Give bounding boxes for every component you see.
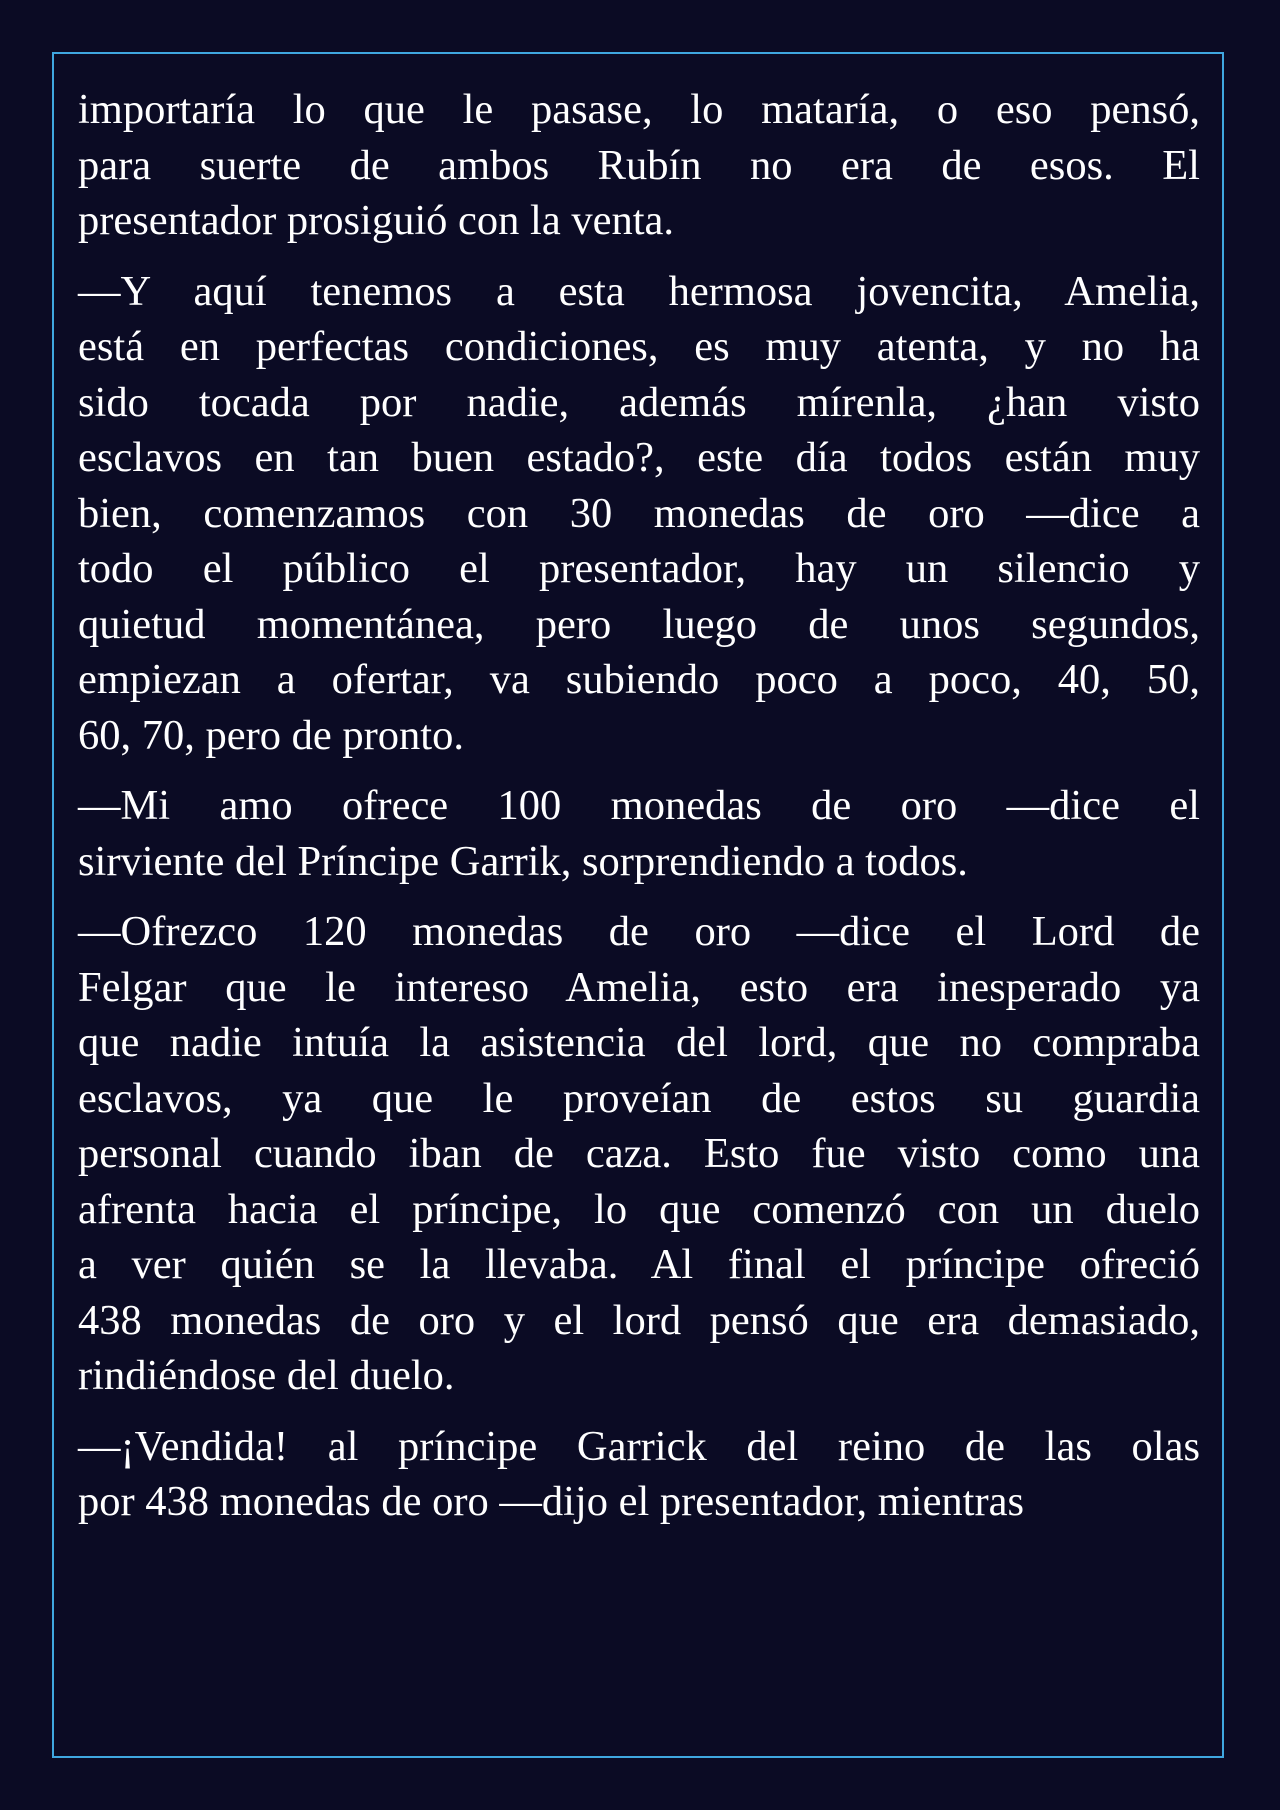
text-line: que nadie intuía la asistencia del lord, que no compraba xyxy=(78,1019,1200,1066)
text-line: esclavos, ya que le proveían de estos su guardia xyxy=(78,1074,1200,1122)
text-line: 438 monedas de oro y el lord pensó que era demasiado, xyxy=(78,1296,1200,1344)
text-line: para suerte de ambos Rubín no era de esos. El xyxy=(78,141,1200,189)
text-line: todo el público el presentador, hay un silencio y xyxy=(78,545,1200,592)
paragraph xyxy=(78,1419,1200,1530)
text-line: rindiéndose del duelo. xyxy=(78,1352,455,1399)
paragraph xyxy=(78,82,1200,249)
text-line: —Ofrezco 120 monedas de oro —dice el Lord de xyxy=(78,908,1200,955)
text-line: personal cuando iban de caza. Esto fue visto como una xyxy=(78,1130,1200,1177)
text-line: a ver quién se la llevaba. Al final el príncipe ofreció xyxy=(78,1241,1200,1288)
text-line: sido tocada por nadie, además mírenla, ¿han visto xyxy=(78,378,1200,426)
text-line: empiezan a ofertar, va subiendo poco a poco, 40, 50, xyxy=(78,656,1200,703)
text-line: quietud momentánea, pero luego de unos segundos, xyxy=(78,600,1200,648)
text-line: importaría lo que le pasase, lo mataría, o eso pensó, xyxy=(78,86,1200,133)
paragraph xyxy=(78,264,1200,764)
document-body xyxy=(78,82,1200,1530)
text-line: presentador prosiguió con la venta. xyxy=(78,197,674,244)
text-line: por 438 monedas de oro —dijo el presentador, mientras xyxy=(78,1478,1025,1525)
text-line: afrenta hacia el príncipe, lo que comenzó con un duelo xyxy=(78,1185,1200,1233)
text-line: —Mi amo ofrece 100 monedas de oro —dice el xyxy=(78,782,1200,829)
paragraph xyxy=(78,778,1200,889)
text-line: esclavos en tan buen estado?, este día todos están muy xyxy=(78,434,1200,481)
paragraph xyxy=(78,904,1200,1404)
text-line: está en perfectas condiciones, es muy atenta, y no ha xyxy=(78,323,1200,370)
text-line: —¡Vendida! al príncipe Garrick del reino de las olas xyxy=(78,1422,1200,1470)
text-line: sirviente del Príncipe Garrik, sorprendiendo a todos. xyxy=(78,837,968,885)
text-line: —Y aquí tenemos a esta hermosa jovencita, Amelia, xyxy=(78,267,1200,315)
text-line: 60, 70, pero de pronto. xyxy=(78,711,464,759)
text-line: bien, comenzamos con 30 monedas de oro —dice a xyxy=(78,489,1200,537)
text-line: Felgar que le intereso Amelia, esto era inesperado ya xyxy=(78,963,1200,1011)
